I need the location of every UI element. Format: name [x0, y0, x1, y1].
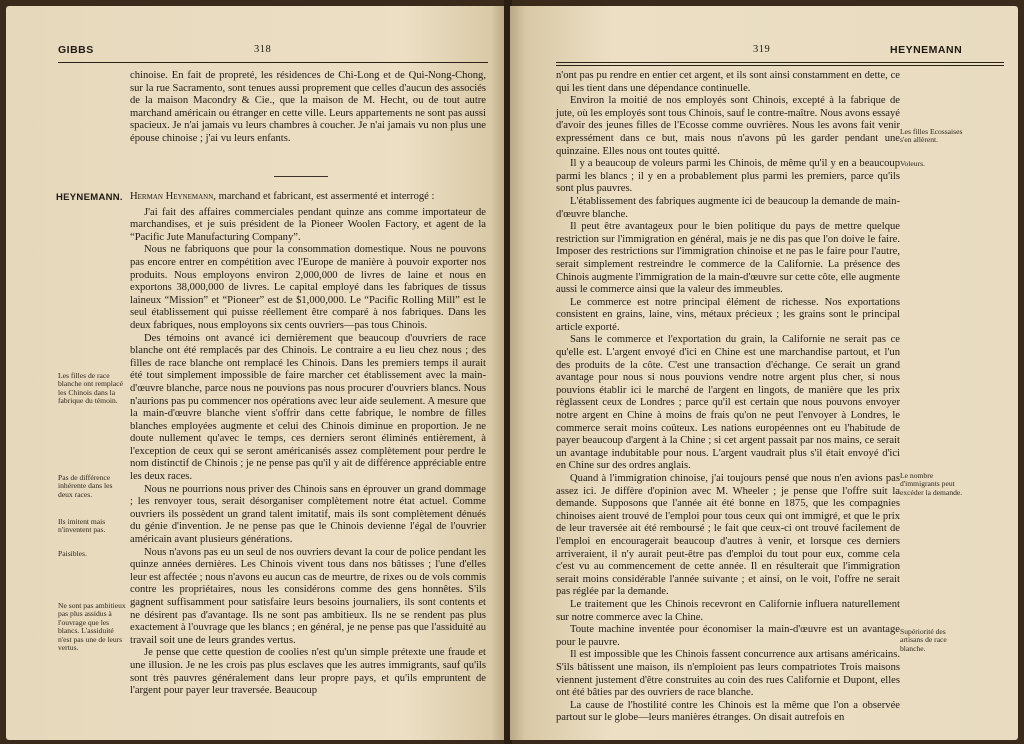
paragraph: chinoise. En fait de propreté, les résidences de Chi-Long et de Qui-Nong-Chong, sur la rue Sacramento, sont tenues aussi proprement que celles d'aucun des associés de la maison Macondry & Cie., que la maison de M. Hecht, ou de tout autre marchand américain ou étranger en cette ville. Leurs appartements ne sont pas aussi spacieux. Je n'ai jamais vu leurs chambres à coucher. Je n'ai jamais vu non plus une épouse chinoise ; j'ai vu leurs enfants.: [130, 70, 486, 144]
paragraph: Il peut être avantageux pour le bien politique du pays de mettre quelque restriction sur l'immigration en général, mais je ne dis pas que l'on doive le faire. Imposer des restrictions sur l'immigration chinoise et ne pas le faire pour l'autre, serait simplement restreindre le commerce de la Californie. La présence des Chinois augmente l'immigration de la main-d'œuvre sur cette côte, elle augmente aussi le commerce ainsi que la valeur des immeubles.: [556, 221, 900, 296]
paragraph: Nous ne fabriquons que pour la consommation domestique. Nous ne pouvons pas encore entrer en compétition avec l'Europe de manière à pouvoir exporter nos produits. Nous employons environ 2,000,000 de livres de laine et nous en exportons 38,000,000 de livres. Le capital employé dans les fabriques de tissus laineux “Mission” et “Pioneer” est de $1,000,000. Le “Pacific Rolling Mill” est le seul établissement qui puisse réellement être comparé à nos fabriques. Dans les deux fabriques, nous employons six cents ouvriers—pas tous Chinois.: [130, 244, 486, 331]
paragraph: L'établissement des fabriques augmente ici de beaucoup la demande de main-d'œuvre blanche.: [556, 195, 900, 220]
margin-note: Ne sont pas ambitieux pas plus assidus à l'ouvrage que les blancs. L'assiduité n'est pas une de leurs vertus.: [58, 601, 126, 653]
margin-note: Le nombre d'immigrants peut excéder la demande.: [900, 471, 963, 497]
paragraph: Toute machine inventée pour économiser la main-d'œuvre est un avantage pour le pauvre.: [556, 624, 900, 648]
margin-note: Supériorité des artisans de race blanche.: [900, 627, 947, 653]
header-rule-right-2: [556, 65, 1004, 66]
paragraph: Environ la moitié de nos employés sont Chinois, excepté à la fabrique de jute, où les employés sont tous Chinois, sauf le contre-maître. Nous avons essayé d'avoir des jeunes filles de l'Ecosse comme ouvrières. Nous les avons fait venir expressément dans ce but, mais nous n'avons pû les garder pendant une quinzaine. Elles nous ont toutes quitté.: [556, 95, 900, 157]
section-separator: [274, 176, 328, 177]
testimony-text-continued: [556, 70, 900, 725]
paragraph: La cause de l'hostilité contre les Chinois est la même que l'on a observée partout sur le globe—leurs manières étranges. On disait autrefois en: [556, 699, 900, 724]
margin-note: Ils imitent mais n'inventent pas.: [58, 517, 106, 535]
margin-note: Pas de différence inhérente dans les deux races.: [58, 473, 113, 499]
left-page: [6, 6, 506, 740]
paragraph: Il y a beaucoup de voleurs parmi les Chinois, de même qu'il y en a beaucoup parmi les blancs ; il y en a probablement plus parmi les premiers, parce qu'ils sont plus pauvres.: [556, 158, 900, 195]
header-rule-left: [58, 62, 488, 63]
paragraph: Quand à l'immigration chinoise, j'ai toujours pensé que nous n'en avions pas assez ici. Je diffère d'opinion avec M. Wheeler ; je pense que l'offre suit la demande. Supposons que l'année ait été bonne en 1875, que les compagnies chinoises aient trouvé de l'emploi pour tous ceux qui ont immigré, et que le prix de leur traversée ait été remboursé ; le fait que ceux-ci ont trouvé facilement de l'emploi en encouragerait beaucoup d'autres à venir, et lorsque ces derniers arriveraient, il n'y aurait peut-être pas d'emploi du tout pour eux, comme cela c'est vu au commencement de cette année. Il en résulterait que l'immigration serait moins considérable l'année suivante ; et ainsi, on le voit, l'offre ne serait pas réglée par la demande.: [556, 473, 900, 598]
running-head-left: GIBBS: [58, 44, 94, 56]
margin-note: Paisibles.: [58, 549, 87, 558]
paragraph: Je pense que cette question de coolies n'est qu'un simple prétexte une fraude et une illusion. Je ne les crois pas plus esclaves que les autres immigrants, sauf qu'ils sont très pauvres généralement dans leur propre pays, et qu'ils empruntent de l'argent pour payer leur traversée. Beaucoup: [130, 647, 486, 697]
testimony-intro: Herman Heynemann, marchand et fabricant, est assermenté et interrogé :: [130, 191, 435, 202]
paragraph: Sans le commerce et l'exportation du grain, la Californie ne serait pas ce qu'elle est. L'argent envoyé d'ici en Chine est une marchandise partout, et l'un des produits de la côte. C'est une transaction d'échange. Ce serait un grand avantage pour nous si nous pouvions vendre notre argent plus cher, si nous pouvions établir ici le marché de l'argent en lingots, de manière que les prix règlassent ceux de Londres ; parce qu'il est certain que nous pouvons envoyer notre argent en Chine à moins de frais qu'on ne peut l'envoyer à Londres, le commerce serait moins coûteux. Les nations européennes ont eu l'habitude de payer beaucoup d'argent à la Chine ; si cet argent passait par nos mains, ce serait un avantage indubitable pour nous. L'argent vaudrait plus s'il était envoyé d'ici en Chine sur des ordres anglais.: [556, 334, 900, 472]
running-head-right: HEYNEMANN: [890, 44, 963, 56]
page-number-left: 318: [254, 44, 272, 55]
margin-note: Voleurs.: [900, 159, 925, 168]
paragraph: Le traitement que les Chinois recevront en Californie influera naturellement sur notre commerce avec la Chine.: [556, 598, 900, 623]
continuation-text: [130, 70, 486, 146]
paragraph: Nous n'avons pas eu un seul de nos ouvriers devant la cour de police pendant les quinze années dernières. Les Chinois vivent tous dans nos bâtisses ; l'une d'elles leur est affectée ; nous n'avons eu aucun cas de meurtre, de rixes ou de vols commis contre les propriétaires, nous les considérons comme des gens honnêtes. S'ils gagnent suffisamment pour satisfaire leurs besoins journaliers, ils sont contents et ne désirent pas d'avantage. Ils ne sont pas ambitieux. Ils ne se rendent pas plus exactement à l'ouvrage que les blancs ; en général, je ne pense pas que l'assiduité au travail soit une de leurs grandes vertus.: [130, 546, 486, 646]
paragraph: Nous ne pourrions nous priver des Chinois sans en éprouver un grand dommage ; les renvoyer tous, serait désorganiser complètement notre état actuel. Comme ouvriers ils possèdent un grand talent imitatif, mais ils sont complètement dénués du génie d'invention. Je ne pense pas que le Chinois devienne l'égal de l'ouvrier américain avant plusieurs générations.: [130, 483, 486, 546]
right-page: [510, 6, 1018, 740]
paragraph: Il est impossible que les Chinois fassent concurrence aux artisans américains. S'ils bâtissent une maison, ils n'emploient pas leurs compatriotes Trois maisons viennent justement d'être construites au coin des rues Californie et Dupont, elles ont été bâties par des ouvriers de race blanche.: [556, 649, 900, 699]
paragraph: Des témoins ont avancé ici dernièrement que beaucoup d'ouvriers de race blanche ont été remplacés par des Chinois. Le contraire a eu lieu chez nous ; des filles de race blanche ont remplacé les Chinois. Dans les premiers temps il aurait été tout simplement impossible de faire marcher cet établissement avec la main-d'œuvre blanche, parce nous ne pouvions pas nous procurer d'ouvriers blancs. Nous n'aurions pas pu commencer nos opérations avec leur aide seulement. A mesure que la main-d'œuvre blanche vient s'offrir dans cette fabrique, le nombre de filles blanches employées augmente et celui des Chinois diminue en proportion. Je ne doute nullement qu'avec le temps, ces derniers seront éliminés entièrement, à l'exception de ceux qui se seront américanisés assez complètement pour perdre le nom distinctif de Chinois ; je ne pense pas qu'il y ait de différence appréciable entre les deux races.: [130, 332, 486, 483]
page-number-right: 319: [753, 44, 771, 55]
speaker-label: HEYNEMANN.: [56, 192, 123, 203]
margin-note: Les filles Ecossaises s'en allèrent.: [900, 127, 963, 145]
header-rule-right: [556, 62, 1004, 63]
witness-name: Herman Heynemann: [130, 191, 214, 202]
testimony-text: [130, 191, 486, 698]
margin-note: Les filles de race blanche ont remplacé les Chinois dans la fabrique du témoin.: [58, 371, 123, 406]
paragraph: n'ont pas pu rendre en entier cet argent, et ils sont ainsi constamment en dette, ce qui les tient dans une dépendance continuelle.: [556, 70, 900, 94]
paragraph: J'ai fait des affaires commerciales pendant quinze ans comme importateur de marchandises, et je suis président de la Pioneer Woolen Factory, et agent de la “Pacific Jute Manufacturing Company”.: [130, 206, 486, 243]
paragraph: Le commerce est notre principal élément de richesse. Nos exportations consistent en grains, laine, vins, métaux précieux ; les grains sont le principal article exporté.: [556, 296, 900, 333]
